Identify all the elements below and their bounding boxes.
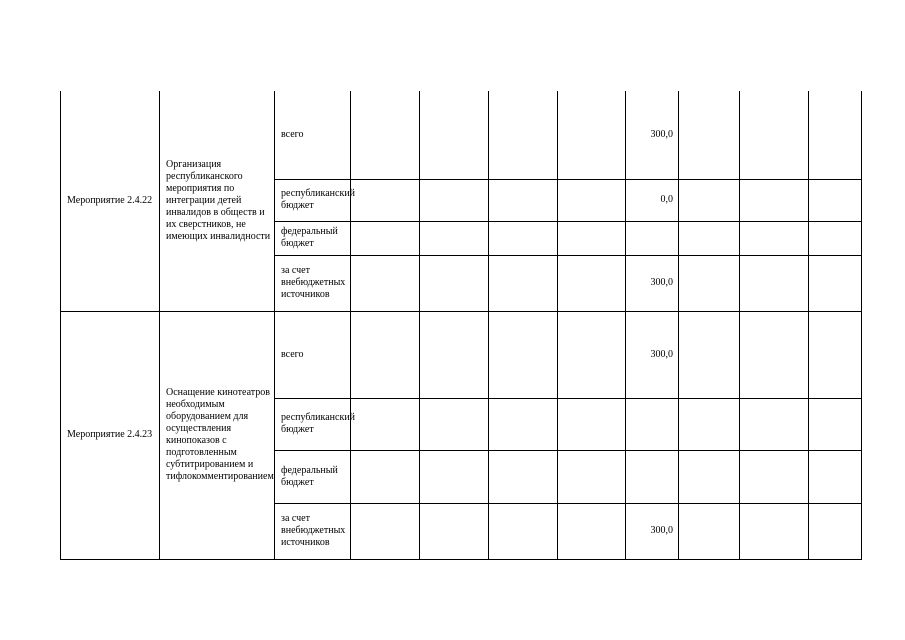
amount-cell: 300,0 (626, 311, 679, 398)
amount-cell (626, 398, 679, 450)
funding-source: федеральный бюджет (275, 450, 351, 503)
amount-cell (626, 221, 679, 255)
amount-cell: 300,0 (626, 91, 679, 179)
amount-cell: 300,0 (626, 503, 679, 559)
funding-source: за счет внебюджетных источников (275, 255, 351, 311)
funding-source: всего (275, 91, 351, 179)
amount-cell: 0,0 (626, 179, 679, 221)
funding-source: за счет внебюджетных источников (275, 503, 351, 559)
activity-code: Мероприятие 2.4.22 (61, 91, 160, 311)
amount-cell: 300,0 (626, 255, 679, 311)
table-row (61, 91, 862, 179)
funding-source: республиканский бюджет (275, 398, 351, 450)
funding-source: всего (275, 311, 351, 398)
table-row (61, 311, 862, 398)
financing-table (60, 91, 862, 560)
amount-cell (626, 450, 679, 503)
funding-source: республиканский бюджет (275, 179, 351, 221)
activity-name: Оснащение кинотеатров необходимым оборудованием для осуществления кинопоказов с подготовленным субтитрированием и тифлокомментированием (160, 311, 275, 559)
activity-code: Мероприятие 2.4.23 (61, 311, 160, 559)
activity-name: Организация республиканского мероприятия по интеграции детей инвалидов в обществ и их сверстников, не имеющих инвалидности (160, 91, 275, 311)
funding-source: федеральный бюджет (275, 221, 351, 255)
